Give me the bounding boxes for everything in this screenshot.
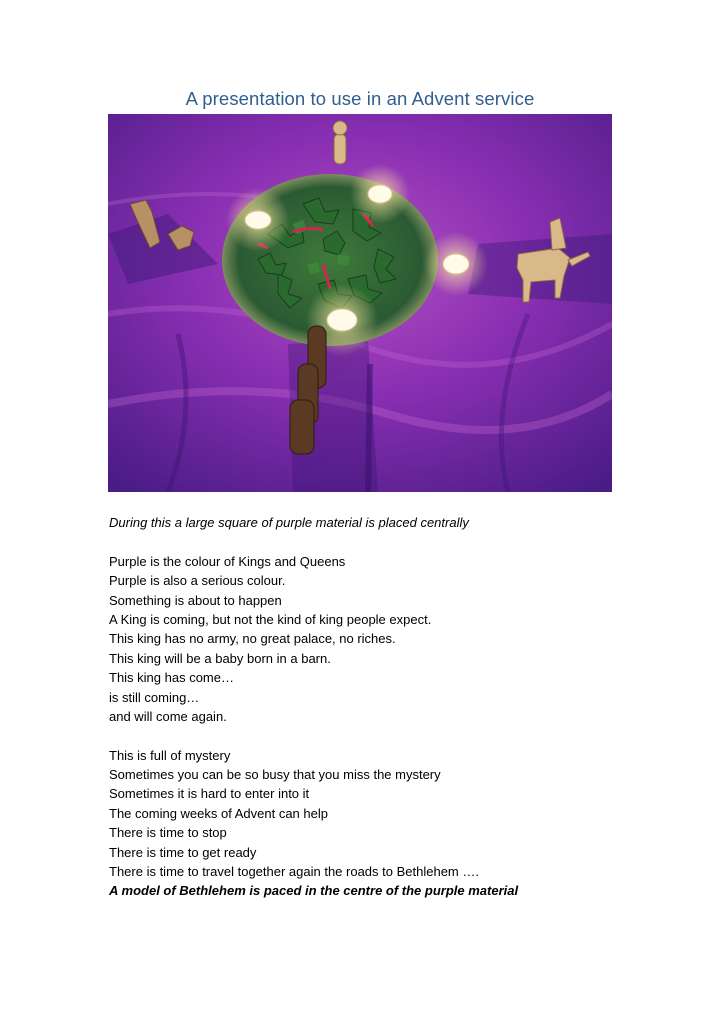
stanza2-line: There is time to travel together again the roads to Bethlehem …. xyxy=(109,864,479,880)
page-title: A presentation to use in an Advent service xyxy=(185,88,535,109)
stanza1-line: Purple is also a serious colour. xyxy=(109,573,286,589)
stanza2-line: This is full of mystery xyxy=(109,747,231,763)
stanza2-line: There is time to stop xyxy=(109,825,227,841)
stanza2-line: Sometimes you can be so busy that you miss the mystery xyxy=(109,767,441,783)
stanza1-line: A King is coming, but not the kind of king people expect. xyxy=(109,611,432,627)
stanza1-line: Purple is the colour of Kings and Queens xyxy=(109,553,346,569)
stanza1-line: This king will be a baby born in a barn. xyxy=(109,650,331,666)
stanza1-line: and will come again. xyxy=(109,708,227,724)
spacer xyxy=(109,532,669,551)
caption: During this a large square of purple material is placed centrally xyxy=(109,515,469,530)
advent-wreath-photo-icon xyxy=(108,114,612,492)
spacer xyxy=(109,726,669,745)
stanza1-line: This king has no army, no great palace, no riches. xyxy=(109,631,396,647)
stanza1-line: Something is about to happen xyxy=(109,592,282,608)
advent-wreath-photo xyxy=(108,114,612,492)
stanza1-line: This king has come… xyxy=(109,670,234,686)
stanza2-line: There is time to get ready xyxy=(109,844,257,860)
stanza2-line: The coming weeks of Advent can help xyxy=(109,805,328,821)
instruction: A model of Bethlehem is paced in the centre of the purple material xyxy=(109,883,519,899)
presentation-text xyxy=(109,513,669,901)
stanza1-line: is still coming… xyxy=(109,689,200,705)
stanza2-line: Sometimes it is hard to enter into it xyxy=(109,786,310,802)
